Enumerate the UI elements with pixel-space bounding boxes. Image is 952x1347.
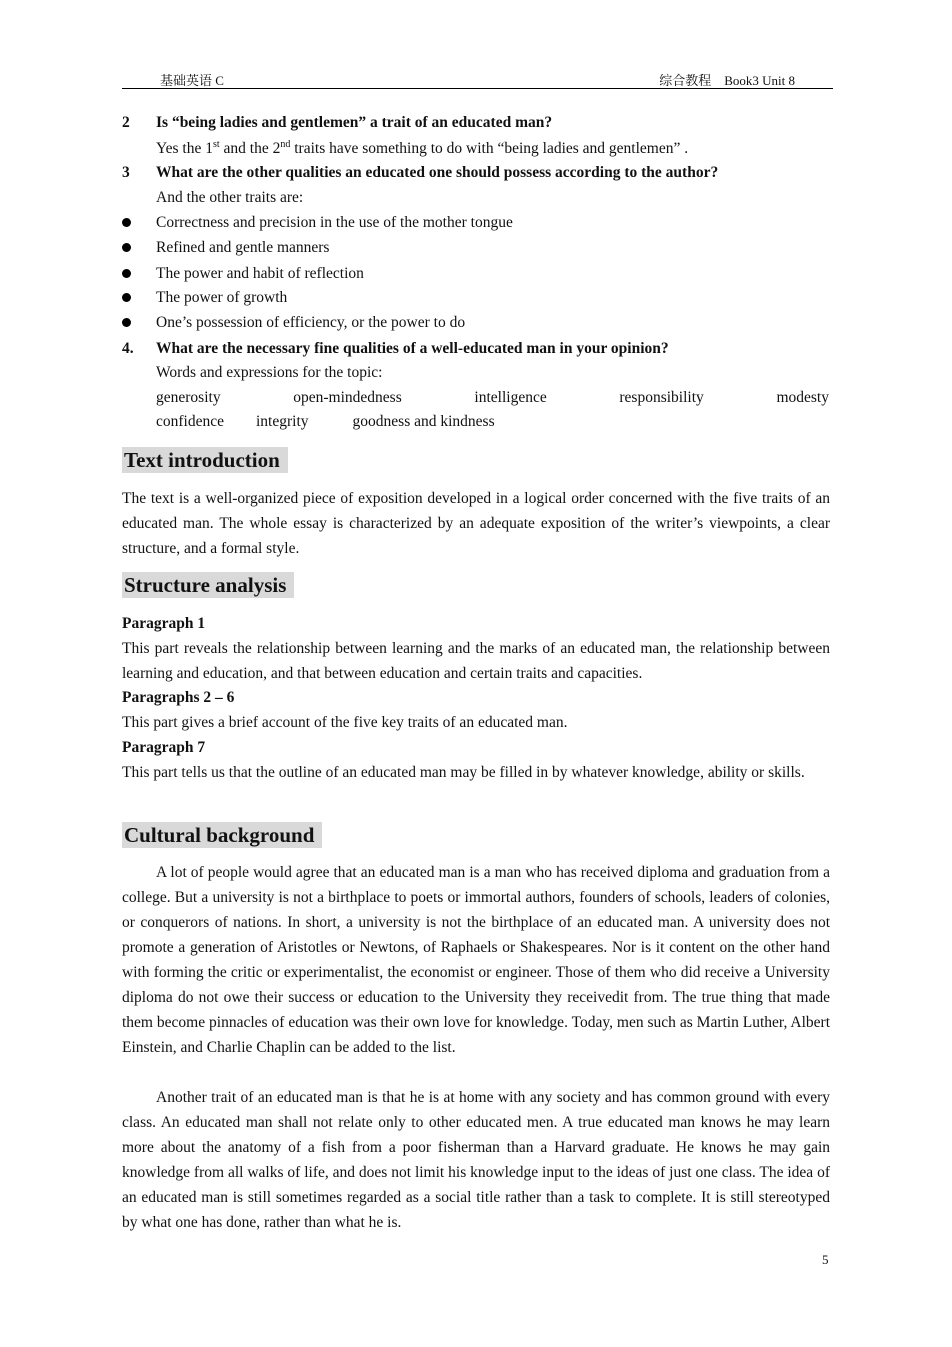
question-4-intro: Words and expressions for the topic: <box>156 364 383 381</box>
header-book: 综合教程 Book3 Unit 8 <box>659 73 795 88</box>
header-course: 基础英语 C <box>160 73 224 88</box>
bullet-icon <box>122 293 131 302</box>
cultural-paragraph-2: Another trait of an educated man is that he is at home with any society and has common ground with every class. An educated man shall not relate only to other educated men. A true educated man knows he may learn more about the anatomy of a fish from a poor fisherman than a Harvard graduate. He knows he may gain knowledge from all walks of life, and does not limit his knowledge input to the ideas of just one class. The idea of an educated man is still sometimes regarded as a social title rather than a task to complete. It is still stereotyped by what one has done, rather than what he is. <box>122 1089 830 1231</box>
vocabulary-word: open-mindedness <box>293 389 402 406</box>
vocabulary-word: generosity <box>156 389 221 406</box>
question-number: 3 <box>122 164 130 181</box>
bullet-icon <box>122 318 131 327</box>
bullet-icon <box>122 269 131 278</box>
page-header <box>122 70 833 89</box>
paragraphs-2-6-body: This part gives a brief account of the five key traits of an educated man. <box>122 714 568 731</box>
paragraph-7-body: This part tells us that the outline of an educated man may be filled in by whatever knowledge, ability or skills. <box>122 764 805 781</box>
paragraph-7-label: Paragraph 7 <box>122 739 206 756</box>
paragraph-1-label: Paragraph 1 <box>122 615 206 632</box>
vocabulary-word: confidence <box>156 413 224 430</box>
question-3-intro: And the other traits are: <box>156 189 304 206</box>
paragraph-1-body: This part reveals the relationship between learning and the marks of an educated man, the relationship between learning and education, and that between education and certain traits and capacities. <box>122 640 830 682</box>
cultural-paragraph-1: A lot of people would agree that an educated man is a man who has received diploma and graduation from a college. But a university is not a birthplace to poets or immortal authors, founders of schools, leaders of colonies, or conquerors of nations. In short, a university is not the birthplace of an educated man. A university does not promote a generation of Aristotles or Newtons, of Raphaels or Shakespeares. Nor is it content on the other hand with forming the critic or experimentalist, the economist or engineer. Those of them who did receive a University diploma do not owe their success or education to the University they receivedit from. The true thing that made them become pinnacles of education was their own love for knowledge. Today, men such as Martin Luther, Albert Einstein, and Charlie Chaplin can be added to the list. <box>122 864 830 1056</box>
section-title-cultural-background: Cultural background <box>122 822 322 848</box>
paragraphs-2-6-label: Paragraphs 2 – 6 <box>122 689 235 706</box>
question-3-text: What are the other qualities an educated one should possess according to the author? <box>156 164 719 181</box>
vocabulary-row-2 <box>156 412 829 432</box>
section-title-structure-analysis: Structure analysis <box>122 572 294 598</box>
vocabulary-word: responsibility <box>619 389 704 406</box>
question-number: 4. <box>122 340 134 357</box>
vocabulary-word: modesty <box>776 389 829 406</box>
question-4-text: What are the necessary fine qualities of a well-educated man in your opinion? <box>156 340 669 357</box>
section-title-text-introduction: Text introduction <box>122 447 288 473</box>
vocabulary-word: intelligence <box>474 389 547 406</box>
question-2-answer: Yes the 1st and the 2nd traits have something to do with “being ladies and gentlemen” . <box>156 138 689 157</box>
bullet-icon <box>122 218 131 227</box>
question-2-text: Is “being ladies and gentlemen” a trait of an educated man? <box>156 114 553 131</box>
vocabulary-word: goodness and kindness <box>352 413 495 430</box>
vocabulary-row-1 <box>156 388 829 408</box>
page-number: 5 <box>822 1252 829 1267</box>
vocabulary-word: integrity <box>256 413 309 430</box>
text-introduction-body: The text is a well-organized piece of exposition developed in a logical order concerned with the five traits of an educated man. The whole essay is characterized by an adequate exposition of the writer’s viewpoints, a clear structure, and a formal style. <box>122 490 830 557</box>
question-number: 2 <box>122 114 130 131</box>
bullet-icon <box>122 243 131 252</box>
